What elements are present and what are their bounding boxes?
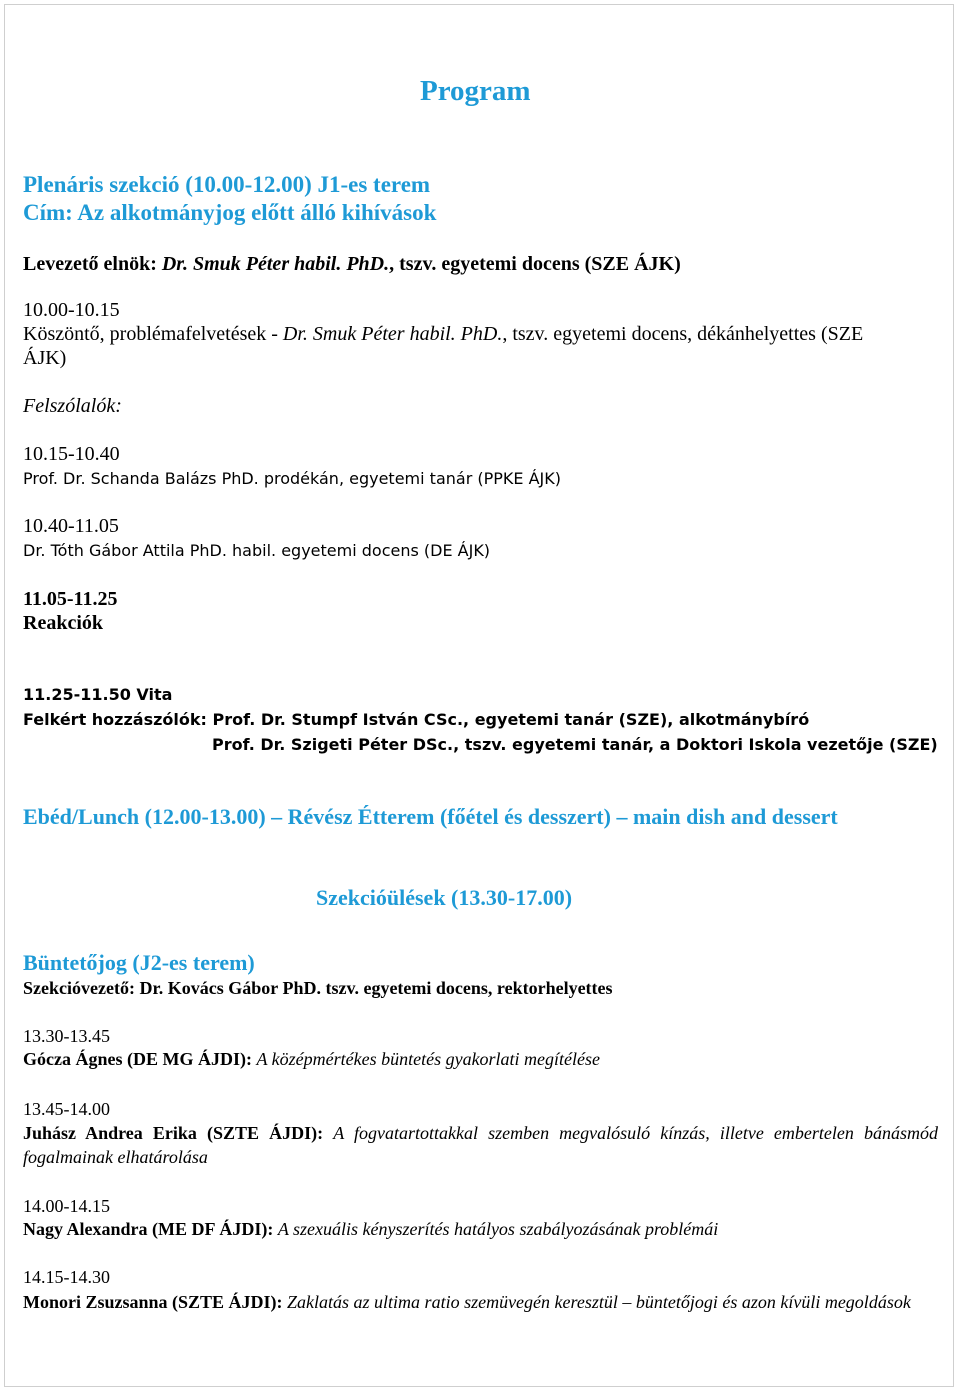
- plenary-title: Cím: Az alkotmányjog előtt álló kihívások: [23, 200, 437, 225]
- discussants: [23, 708, 809, 731]
- opening-text: [23, 322, 863, 346]
- opening-time: 10.00-10.15: [23, 299, 120, 321]
- talk-time: 13.45-14.00: [23, 1099, 110, 1119]
- talk-speaker: Juhász Andrea Erika (SZTE ÁJDI):: [23, 1123, 334, 1143]
- talk-item: [23, 1218, 718, 1240]
- talk-time: 14.00-14.15: [23, 1196, 110, 1216]
- talk-item: [23, 1048, 600, 1070]
- opening-suffix: , tszv. egyetemi docens, dékánhelyettes (SZE: [502, 323, 864, 345]
- talk-time: 13.30-13.45: [23, 1026, 110, 1046]
- sessions-title: Szekcióülések (13.30-17.00): [316, 885, 573, 910]
- talk-speaker: Nagy Alexandra (ME DF ÁJDI):: [23, 1219, 278, 1239]
- lunch-line: [23, 804, 838, 830]
- criminal-chair: Szekcióvezető: Dr. Kovács Gábor PhD. tszv. egyetemi docens, rektorhelyettes: [23, 978, 613, 998]
- chair-suffix: , tszv. egyetemi docens (SZE ÁJK): [389, 253, 681, 275]
- talk-title: A középmértékes büntetés gyakorlati megítélése: [256, 1049, 601, 1069]
- plenary-chair: [23, 252, 681, 276]
- plenary-heading: Plenáris szekció (10.00-12.00) J1-es terem: [23, 172, 431, 197]
- chair-label: Levezető elnök:: [23, 253, 162, 275]
- talk-time: 14.15-14.30: [23, 1267, 110, 1287]
- talk-title: Zaklatás az ultima ratio szemüvegén keresztül – büntetőjogi és azon kívüli megoldások: [287, 1292, 911, 1312]
- chair-name: Dr. Smuk Péter habil. PhD.: [161, 253, 390, 275]
- discussant-1: Prof. Dr. Stumpf István CSc., egyetemi tanár (SZE), alkotmánybíró: [212, 710, 810, 729]
- opening-prefix: Köszöntő, problémafelvetések -: [23, 323, 283, 345]
- speakers-label: Felszólalók:: [23, 395, 122, 417]
- talk2-time: 10.40-11.05: [23, 515, 119, 537]
- lunch-dash: –: [271, 804, 283, 829]
- talk-item: [23, 1290, 938, 1314]
- reactions-time: 11.05-11.25: [23, 588, 118, 610]
- talk1-time: 10.15-10.40: [23, 443, 120, 465]
- talk-item: [23, 1121, 938, 1169]
- discussant-2: Prof. Dr. Szigeti Péter DSc., tszv. egyetemi tanár, a Doktori Iskola vezetője (SZE): [212, 735, 938, 754]
- opening-name: Dr. Smuk Péter habil. PhD.: [282, 323, 503, 345]
- talk-speaker: Gócza Ágnes (DE MG ÁJDI):: [23, 1049, 257, 1069]
- talk-speaker: Monori Zsuzsanna (SZTE ÁJDI):: [23, 1292, 288, 1312]
- talk-title: A szexuális kényszerítés hatályos szabályozásának problémái: [277, 1219, 719, 1239]
- talk-title: A fogvatartottakkal szemben megvalósuló kínzás, illetve embertelen bánásmód fogalmainak elhatárolása: [23, 1123, 939, 1167]
- lunch-english: main dish and dessert: [627, 804, 838, 829]
- lunch-dash: –: [616, 804, 628, 829]
- lunch-place: Révész Étterem (főétel és desszert): [282, 804, 617, 829]
- discussants-label: Felkért hozzászólók:: [23, 710, 213, 729]
- criminal-heading: Büntetőjog (J2-es terem): [23, 950, 255, 975]
- opening-text-cont: ÁJK): [23, 347, 67, 369]
- debate-time: 11.25-11.50 Vita: [23, 685, 173, 704]
- program-title: Program: [420, 75, 531, 107]
- reactions-label: Reakciók: [23, 612, 103, 634]
- lunch-time: Ebéd/Lunch (12.00-13.00): [23, 804, 272, 829]
- talk2-speaker: Dr. Tóth Gábor Attila PhD. habil. egyetemi docens (DE ÁJK): [23, 541, 491, 560]
- talk1-speaker: Prof. Dr. Schanda Balázs PhD. prodékán, egyetemi tanár (PPKE ÁJK): [23, 469, 561, 488]
